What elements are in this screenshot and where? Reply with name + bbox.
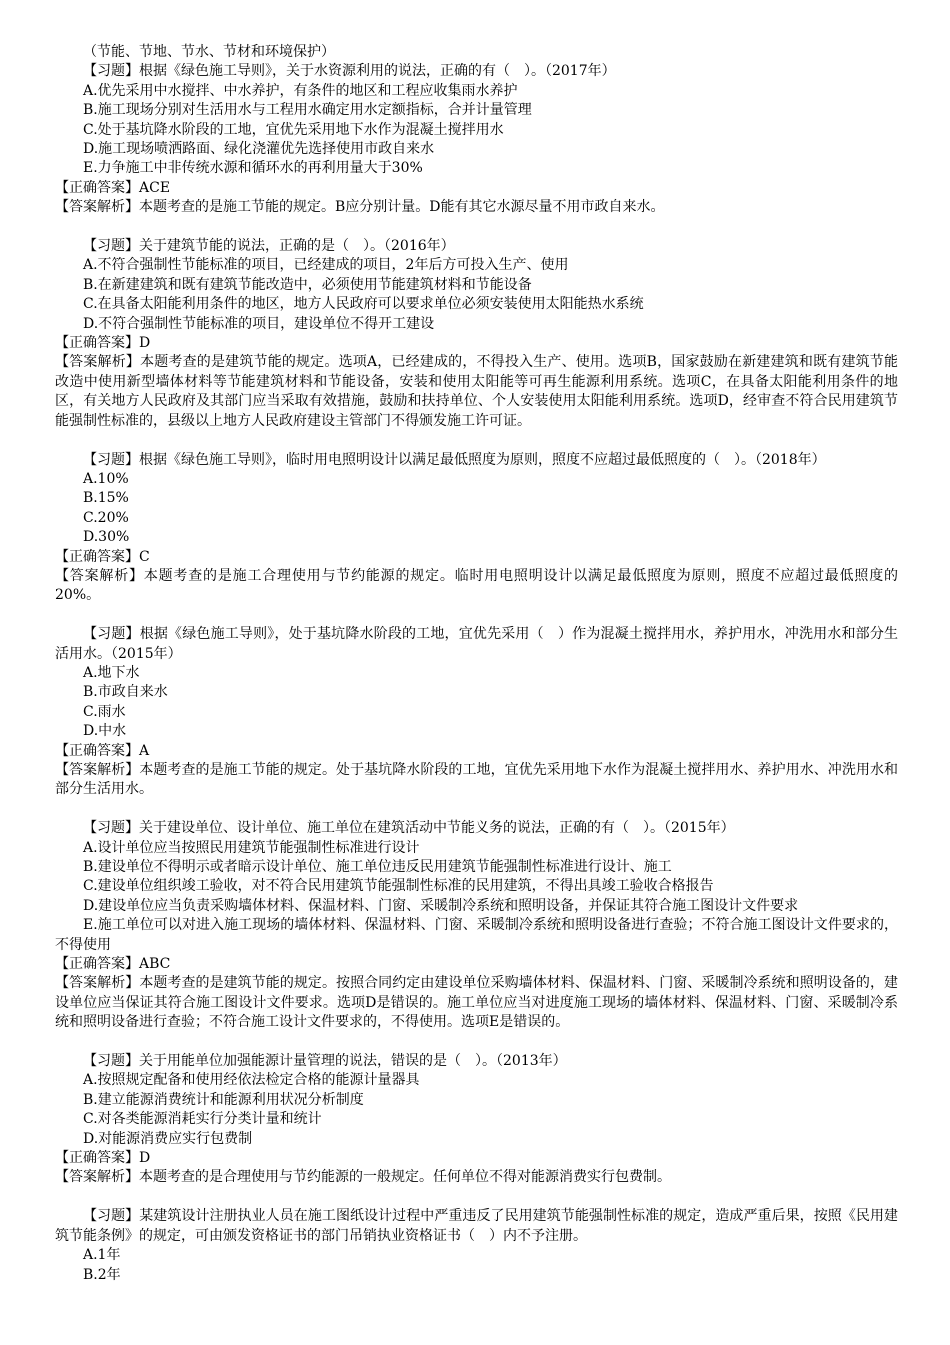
option-b: B.在新建建筑和既有建筑节能改造中，必须使用节能建筑材料和节能设备 [83,276,532,293]
analysis-text: 本题考查的是建筑节能的规定。选项A，已经建成的，不得投入生产、使用。选项B，国家鼓励在新建建筑和既有建筑节能改造中使用新型墙体材料等节能建筑材料和节能设备，安装和使用太阳能等可再生能源利用系统。选项C，在具备太阳能利用条件的地区，有关地方人民政府及其部门应当采取有效措施，鼓励和扶持单位、个人安装使用太阳能利用系统。选项D，经审查不符合民用建筑节能强制性标准的，县级以上地方人民政府建设主管部门不得颁发施工许可证。 [55,354,898,429]
question-block [55,451,898,606]
analysis-label: 【答案解析】 [55,354,141,371]
question-text: 【习题】根据《绿色施工导则》，处于基坑降水阶段的工地，宜优先采用（ ）作为混凝土搅拌用水，养护用水，冲洗用水和部分生活用水。（2015年） [55,626,898,662]
spacer [55,1033,898,1052]
option-c: C.在具备太阳能利用条件的地区，地方人民政府可以要求单位必须安装使用太阳能热水系统 [83,296,644,313]
spacer [55,218,898,237]
analysis-text: 本题考查的是施工合理使用与节约能源的规定。临时用电照明设计以满足最低照度为原则，照度不应超过最低照度的20%。 [55,567,899,604]
analysis-label: 【答案解析】 [55,761,140,778]
option-a: A.设计单位应当按照民用建筑节能强制性标准进行设计 [83,839,420,856]
analysis-paragraph [55,974,898,1032]
answer-line [55,334,898,353]
option-c: C.对各类能源消耗实行分类计量和统计 [83,1111,322,1128]
answer-line [55,179,898,198]
option-d: D.施工现场喷洒路面、绿化浇灌优先选择使用市政自来水 [83,141,435,158]
question-block [55,1052,898,1188]
answer-value: D [139,335,151,352]
option-b: B.建设单位不得明示或者暗示设计单位、施工单位违反民用建筑节能强制性标准进行设计、施工 [83,859,672,875]
document-page [55,43,898,1285]
question-block [55,819,898,1032]
question-text: 【习题】根据《绿色施工导则》，关于水资源利用的说法，正确的有（ ）。（2017年） [83,63,616,80]
answer-label: 【正确答案】 [55,956,139,973]
option-a: A.1年 [83,1247,121,1264]
option-c: C.处于基坑降水阶段的工地，宜优先采用地下水作为混凝土搅拌用水 [83,121,504,138]
analysis-label: 【答案解析】 [55,975,140,992]
answer-value: A [139,742,150,759]
question-text: 【习题】关于建设单位、设计单位、施工单位在建筑活动中节能义务的说法，正确的有（ ）。（2015年） [83,820,735,837]
option-c: C.20% [83,509,129,526]
analysis-text: 本题考查的是施工节能的规定。B应分别计量。D能有其它水源尽量不用市政自来水。 [139,199,665,216]
option-d: D.30% [83,529,130,546]
option-e: E.力争施工中非传统水源和循环水的再利用量大于30% [83,160,423,177]
analysis-paragraph [55,1168,898,1187]
answer-label: 【正确答案】 [55,548,139,565]
answer-line [55,955,898,974]
answer-label: 【正确答案】 [55,179,139,196]
option-a: A.优先采用中水搅拌、中水养护，有条件的地区和工程应收集雨水养护 [83,82,518,99]
answer-label: 【正确答案】 [55,742,139,759]
option-e: E.施工单位可以对进入施工现场的墙体材料、保温材料、门窗、采暖制冷系统和照明设备进行查验；不符合施工图设计文件要求的，不得使用 [55,917,898,953]
answer-line [55,742,898,761]
answer-line [55,548,898,567]
answer-value: D [139,1150,151,1167]
option-b: B.15% [83,490,129,507]
spacer [55,800,898,819]
analysis-label: 【答案解析】 [55,1169,139,1186]
option-d: D.不符合强制性节能标准的项目，建设单位不得开工建设 [83,315,435,332]
option-b: B.市政自来水 [83,684,168,701]
answer-line [55,1149,898,1168]
analysis-paragraph [55,353,898,431]
analysis-paragraph [55,198,898,217]
question-text: 【习题】关于建筑节能的说法，正确的是（ ）。（2016年） [83,238,455,255]
question-block [55,237,898,431]
analysis-paragraph [55,567,898,606]
option-a: A.10% [83,470,129,487]
question-block [55,62,898,217]
option-c: C.建设单位组织竣工验收，对不符合民用建筑节能强制性标准的民用建筑，不得出具竣工验收合格报告 [83,878,714,895]
answer-value: ABC [139,956,171,973]
question-text: 【习题】根据《绿色施工导则》，临时用电照明设计以满足最低照度为原则，照度不应超过最低照度的（ ）。（2018年） [83,451,826,468]
question-block [55,625,898,800]
option-d: D.中水 [83,723,127,740]
analysis-label: 【答案解析】 [55,567,144,584]
option-b: B.建立能源消费统计和能源利用状况分析制度 [83,1091,364,1108]
option-b: B.施工现场分别对生活用水与工程用水确定用水定额指标，合并计量管理 [83,102,532,119]
answer-value: ACE [139,179,171,196]
option-d: D.对能源消费应实行包费制 [83,1130,253,1147]
option-d: D.建设单位应当负责采购墙体材料、保温材料、门窗、采暖制冷系统和照明设备，并保证其符合施工图设计文件要求 [83,897,799,914]
option-c: C.雨水 [83,703,126,720]
answer-value: C [139,548,150,565]
analysis-text: 本题考查的是施工节能的规定。处于基坑降水阶段的工地，宜优先采用地下水作为混凝土搅拌用水、养护用水、冲洗用水和部分生活用水。 [55,761,899,798]
answer-label: 【正确答案】 [55,1150,139,1167]
spacer [55,1188,898,1207]
analysis-label: 【答案解析】 [55,199,139,216]
question-text: 【习题】某建筑设计注册执业人员在施工图纸设计过程中严重违反了民用建筑节能强制性标准的规定，造成严重后果，按照《民用建筑节能条例》的规定，可由颁发资格证书的部门吊销执业资格证书（ ）内不予注册。 [55,1208,898,1244]
question-text: 【习题】关于用能单位加强能源计量管理的说法，错误的是（ ）。（2013年） [83,1053,567,1070]
option-a: A.不符合强制性节能标准的项目，已经建成的项目，2年后方可投入生产、使用 [83,257,569,274]
option-a: A.地下水 [83,664,140,681]
answer-label: 【正确答案】 [55,335,139,352]
spacer [55,431,898,450]
analysis-paragraph [55,761,898,800]
question-block [55,1207,898,1285]
analysis-text: 本题考查的是建筑节能的规定。按照合同约定由建设单位采购墙体材料、保温材料、门窗、采暖制冷系统和照明设备的，建设单位应当保证其符合施工图设计文件要求。选项D是错误的。施工单位应当对进度施工现场的墙体材料、保温材料、门窗、采暖制冷系统和照明设备进行查验；不符合施工设计文件要求的，不得使用。选项E是错误的。 [55,975,899,1031]
option-b: B.2年 [83,1266,121,1283]
analysis-text: 本题考查的是合理使用与节约能源的一般规定。任何单位不得对能源消费实行包费制。 [139,1169,671,1186]
spacer [55,606,898,625]
intro-line: （节能、节地、节水、节材和环境保护） [83,44,335,60]
option-a: A.按照规定配备和使用经依法检定合格的能源计量器具 [83,1072,420,1089]
